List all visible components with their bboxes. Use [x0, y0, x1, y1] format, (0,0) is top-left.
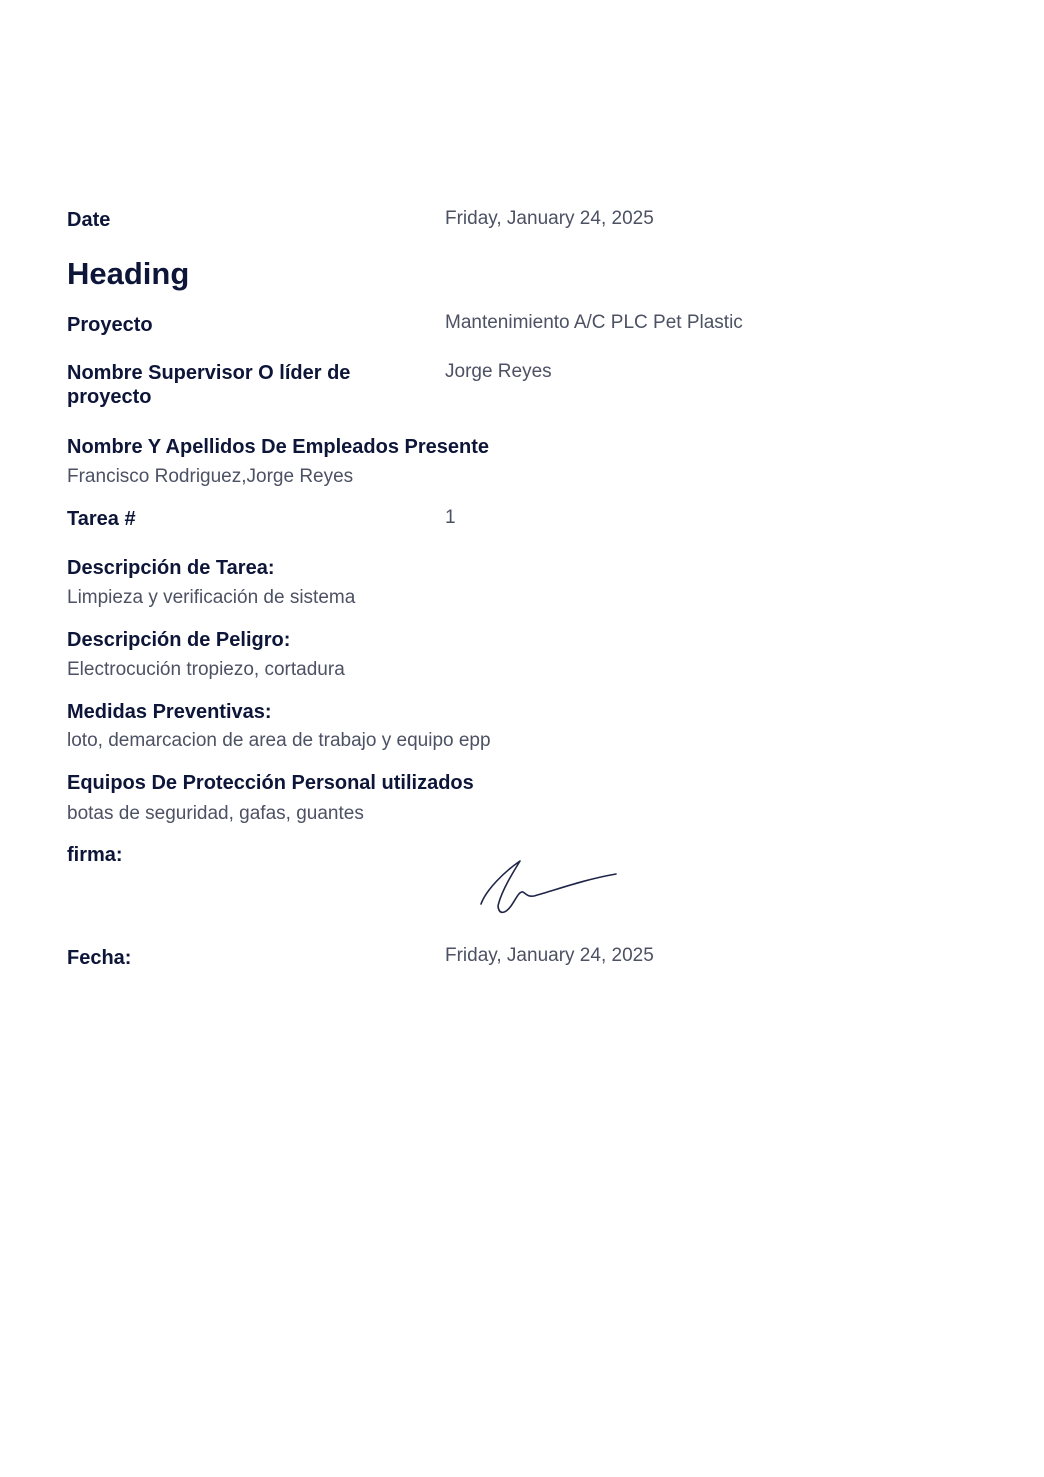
- empleados-label: Nombre Y Apellidos De Empleados Presente: [67, 436, 489, 458]
- medidas-preventivas-label: Medidas Preventivas:: [67, 701, 272, 723]
- tarea-label: Tarea #: [67, 508, 136, 530]
- proyecto-value: Mantenimiento A/C PLC Pet Plastic: [445, 312, 743, 333]
- descripcion-peligro-label: Descripción de Peligro:: [67, 629, 291, 651]
- proyecto-label: Proyecto: [67, 314, 153, 336]
- date-label: Date: [67, 209, 111, 231]
- descripcion-tarea-label: Descripción de Tarea:: [67, 557, 275, 579]
- firma-label: firma:: [67, 844, 123, 866]
- supervisor-value: Jorge Reyes: [445, 361, 552, 382]
- medidas-preventivas-value: loto, demarcacion de area de trabajo y equipo epp: [67, 730, 491, 751]
- tarea-value: 1: [445, 507, 456, 528]
- page-heading: Heading: [67, 256, 190, 291]
- empleados-value: Francisco Rodriguez,Jorge Reyes: [67, 466, 354, 487]
- epp-label: Equipos De Protección Personal utilizados: [67, 772, 474, 794]
- fecha-label: Fecha:: [67, 947, 132, 969]
- date-value: Friday, January 24, 2025: [445, 208, 654, 229]
- epp-value: botas de seguridad, gafas, guantes: [67, 803, 364, 824]
- signature-stroke: [481, 861, 616, 912]
- signature-image: [474, 854, 624, 918]
- descripcion-tarea-value: Limpieza y verificación de sistema: [67, 587, 356, 608]
- fecha-value: Friday, January 24, 2025: [445, 945, 654, 966]
- supervisor-label-line2: proyecto: [67, 386, 152, 408]
- descripcion-peligro-value: Electrocución tropiezo, cortadura: [67, 659, 345, 680]
- supervisor-label-line1: Nombre Supervisor O líder de: [67, 362, 351, 384]
